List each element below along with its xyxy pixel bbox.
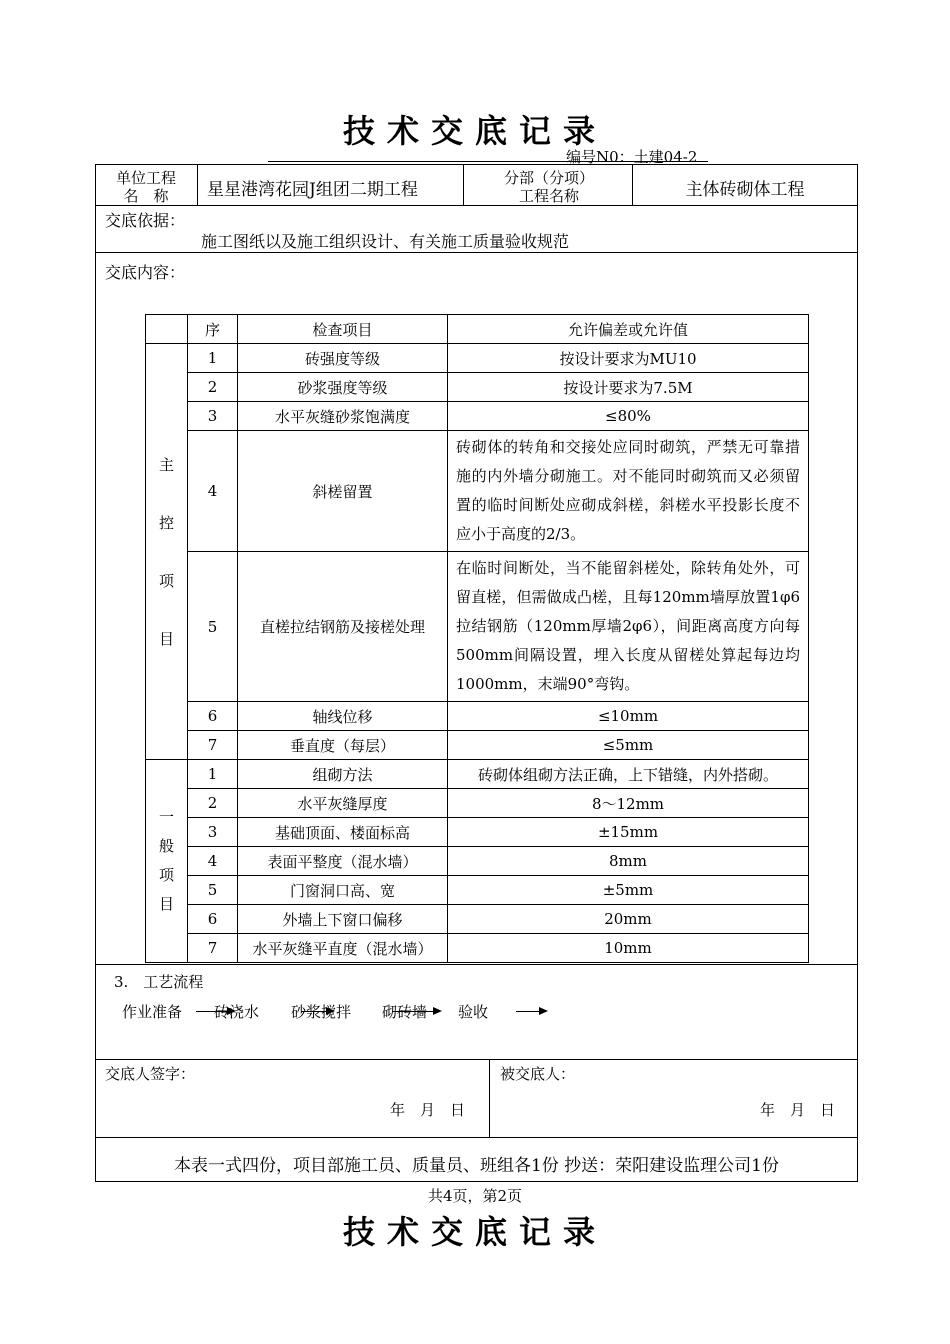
allowed-value: 在临时间断处，当不能留斜槎处，除转角处外，可留直槎，但需做成凸槎，且每120mm墙厚放置1φ6拉结钢筋（120mm厚墙2φ6），间距离高度方向每500mm间隔设置，埋入长度从留槎处算起每边均1000mm，末端90°弯钩。 <box>448 552 809 702</box>
row-number: 2 <box>188 373 238 402</box>
arrow-icon <box>392 1011 440 1012</box>
check-item: 垂直度（每层） <box>238 731 448 760</box>
process-step: 砂浆搅拌 <box>291 1003 352 1021</box>
check-item: 水平灰缝平直度（混水墙） <box>238 934 448 963</box>
process-step: 验收 <box>458 1003 489 1021</box>
receiver-date: 年 月 日 <box>760 1101 836 1119</box>
allowed-value: 8～12mm <box>448 789 809 818</box>
row-number: 4 <box>188 847 238 876</box>
allowed-value: 10mm <box>448 934 809 963</box>
allowed-value: ≤10mm <box>448 702 809 731</box>
row-number: 5 <box>188 876 238 905</box>
receiver-label: 被交底人： <box>500 1065 576 1083</box>
table-row <box>146 373 809 402</box>
row-number: 3 <box>188 818 238 847</box>
row-number: 1 <box>188 344 238 373</box>
document-number: 编号N0：土建04-2 <box>566 148 698 166</box>
check-item: 砖强度等级 <box>238 344 448 373</box>
check-item: 轴线位移 <box>238 702 448 731</box>
row-number: 7 <box>188 731 238 760</box>
basis-label: 交底依据： <box>105 211 186 230</box>
check-item: 斜槎留置 <box>238 431 448 552</box>
table-row <box>146 789 809 818</box>
column-header: 序 <box>188 315 238 344</box>
group-general: 一般项目 <box>146 760 188 963</box>
discloser-date: 年 月 日 <box>390 1101 466 1119</box>
content-label: 交底内容： <box>105 263 186 282</box>
check-item: 水平灰缝砂浆饱满度 <box>238 402 448 431</box>
unit-label: 单位工程 <box>115 169 176 187</box>
arrow-icon <box>196 1011 234 1012</box>
check-item: 组砌方法 <box>238 760 448 789</box>
row-number: 2 <box>188 789 238 818</box>
divider <box>96 964 857 965</box>
table-row <box>146 402 809 431</box>
subproject-label-2: 工程名称 <box>518 187 579 205</box>
allowed-value: ±15mm <box>448 818 809 847</box>
allowed-value: 按设计要求为7.5M <box>448 373 809 402</box>
check-item: 表面平整度（混水墙） <box>238 847 448 876</box>
basis-text: 施工图纸以及施工组织设计、有关施工质量验收规范 <box>201 232 570 251</box>
table-row <box>146 702 809 731</box>
divider <box>96 1137 857 1138</box>
column-header: 检查项目 <box>238 315 448 344</box>
table-row <box>146 876 809 905</box>
table-header-row <box>146 315 809 344</box>
allowed-value: 砖砌体组砌方法正确，上下错缝，内外搭砌。 <box>448 760 809 789</box>
allowed-value: ≤5mm <box>448 731 809 760</box>
allowed-value: 按设计要求为MU10 <box>448 344 809 373</box>
table-row <box>146 818 809 847</box>
subproject-label: 分部（分项） <box>503 169 594 187</box>
process-step: 作业准备 <box>122 1003 183 1021</box>
group-main-control: 主控项目 <box>146 344 188 760</box>
process-step: 砖浇水 <box>214 1003 260 1021</box>
subproject-name: 主体砖砌体工程 <box>685 180 805 200</box>
next-page-title: 技术交底记录 <box>342 1213 607 1251</box>
allowed-value: 20mm <box>448 905 809 934</box>
table-row <box>146 934 809 963</box>
table-row <box>146 431 809 552</box>
divider <box>96 252 857 253</box>
discloser-label: 交底人签字： <box>105 1065 196 1083</box>
row-number: 7 <box>188 934 238 963</box>
check-item: 门窗洞口高、宽 <box>238 876 448 905</box>
title-underline <box>268 161 708 162</box>
table-row <box>146 344 809 373</box>
row-number: 6 <box>188 905 238 934</box>
arrow-icon <box>516 1011 546 1012</box>
allowed-value: 砖砌体的转角和交接处应同时砌筑，严禁无可靠措施的内外墙分砌施工。对不能同时砌筑而又必须留置的临时间断处应砌成斜槎，斜槎水平投影长度不应小于高度的2/3。 <box>448 431 809 552</box>
row-number: 3 <box>188 402 238 431</box>
table-row <box>146 905 809 934</box>
process-heading: 3. 工艺流程 <box>114 973 204 991</box>
table-row <box>146 760 809 789</box>
check-item: 外墙上下窗口偏移 <box>238 905 448 934</box>
unit-label-2: 名 称 <box>123 187 169 205</box>
arrow-icon <box>301 1011 333 1012</box>
distribution-note: 本表一式四份，项目部施工员、质量员、班组各1份 抄送：荣阳建设监理公司1份 <box>173 1156 780 1176</box>
divider <box>463 165 464 205</box>
divider <box>489 1059 490 1137</box>
page-info: 共4页，第2页 <box>427 1187 523 1205</box>
table-corner <box>146 315 188 344</box>
row-number: 4 <box>188 431 238 552</box>
table-row <box>146 731 809 760</box>
unit-name: 星星港湾花园J组团二期工程 <box>207 180 418 200</box>
table-row <box>146 847 809 876</box>
allowed-value: ≤80% <box>448 402 809 431</box>
inspection-table <box>145 314 809 963</box>
check-item: 砂浆强度等级 <box>238 373 448 402</box>
row-number: 6 <box>188 702 238 731</box>
allowed-value: ±5mm <box>448 876 809 905</box>
row-number: 5 <box>188 552 238 702</box>
column-header: 允许偏差或允许值 <box>448 315 809 344</box>
page-title: 技术交底记录 <box>342 112 607 150</box>
check-item: 水平灰缝厚度 <box>238 789 448 818</box>
divider <box>197 165 198 205</box>
check-item: 直槎拉结钢筋及接槎处理 <box>238 552 448 702</box>
row-number: 1 <box>188 760 238 789</box>
allowed-value: 8mm <box>448 847 809 876</box>
check-item: 基础顶面、楼面标高 <box>238 818 448 847</box>
process-step: 砌砖墙 <box>382 1003 428 1021</box>
table-row <box>146 552 809 702</box>
divider <box>96 1059 857 1060</box>
